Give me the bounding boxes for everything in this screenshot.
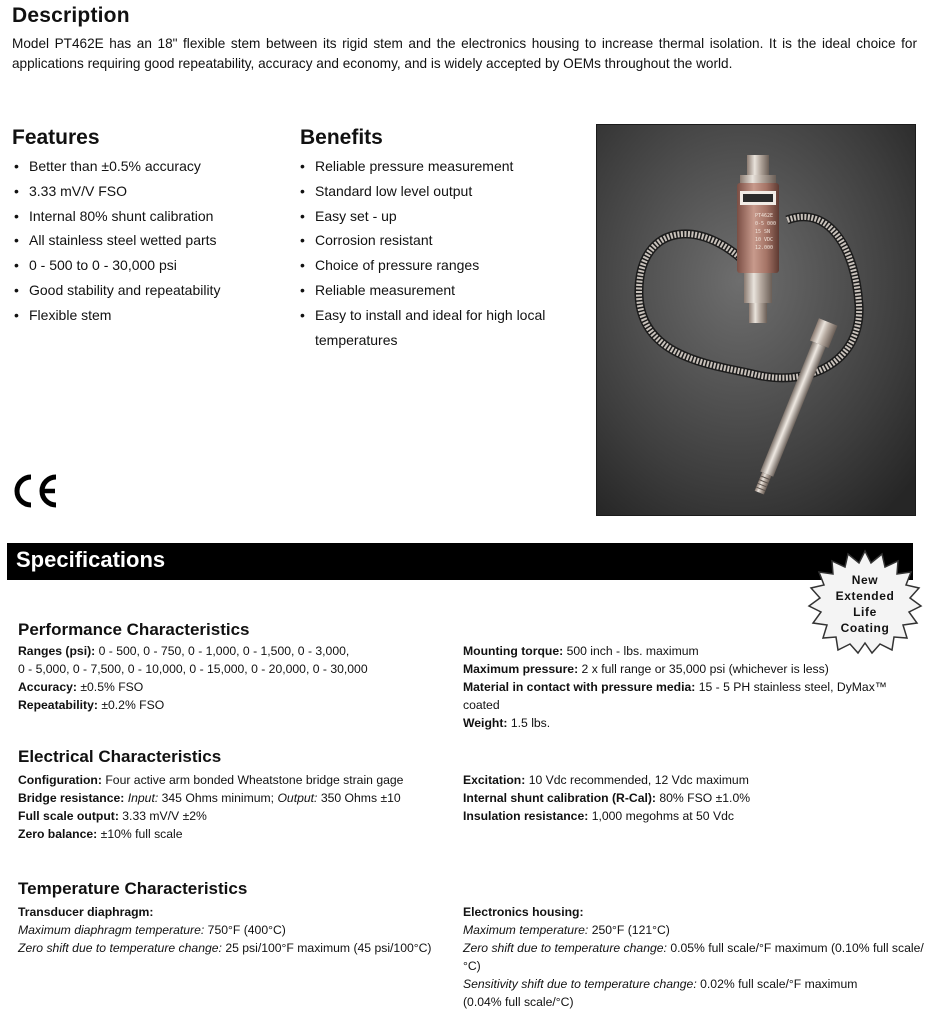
diaphragm-zero-label: Zero shift due to temperature change: bbox=[18, 941, 222, 955]
list-item: • Good stability and repeatability bbox=[12, 278, 272, 303]
accuracy-label: Accuracy: bbox=[18, 680, 77, 694]
list-item: • Corrosion resistant bbox=[298, 228, 560, 253]
bridge-output-value: 350 Ohms ±10 bbox=[320, 791, 401, 805]
housing-zero-label: Zero shift due to temperature change: bbox=[463, 941, 667, 955]
new-coating-badge bbox=[806, 549, 924, 655]
list-item: • All stainless steel wetted parts bbox=[12, 228, 272, 253]
bridge-label: Bridge resistance: bbox=[18, 791, 125, 805]
weight-value: 1.5 lbs. bbox=[510, 716, 551, 730]
specifications-title: Specifications bbox=[16, 547, 166, 572]
excitation-label: Excitation: bbox=[463, 773, 526, 787]
insulation-label: Insulation resistance: bbox=[463, 809, 589, 823]
temperature-right bbox=[463, 903, 925, 1011]
list-item: • Easy to install and ideal for high local temperatures bbox=[298, 303, 560, 353]
shunt-label: Internal shunt calibration (R-Cal): bbox=[463, 791, 656, 805]
housing-zero-value: 0.05% full scale/°F maximum (0.10% full scale/°C) bbox=[463, 941, 924, 973]
badge-line-2: Extended bbox=[835, 589, 895, 603]
fso-label: Full scale output: bbox=[18, 809, 119, 823]
housing-max-label: Maximum temperature: bbox=[463, 923, 589, 937]
ce-mark-icon bbox=[10, 472, 60, 510]
housing-sens-value: 0.02% full scale/°F maximum bbox=[700, 977, 858, 991]
list-item: • Reliable pressure measurement bbox=[298, 154, 560, 179]
accuracy-value: ±0.5% FSO bbox=[80, 680, 144, 694]
diaphragm-label: Transducer diaphragm: bbox=[18, 905, 154, 919]
material-label: Material in contact with pressure media: bbox=[463, 680, 696, 694]
svg-text:10 VDC: 10 VDC bbox=[755, 237, 774, 243]
list-item: • 0 - 500 to 0 - 30,000 psi bbox=[12, 253, 272, 278]
description-heading: Description bbox=[12, 4, 130, 27]
electrical-heading: Electrical Characteristics bbox=[18, 747, 222, 766]
ranges-value: 0 - 500, 0 - 750, 0 - 1,000, 0 - 1,500, 0 - 3,000, bbox=[98, 644, 350, 658]
zero-balance-label: Zero balance: bbox=[18, 827, 98, 841]
list-item: • Reliable measurement bbox=[298, 278, 560, 303]
material-value: 15 - 5 PH stainless steel, DyMax™ coated bbox=[463, 680, 887, 712]
torque-value: 500 inch - lbs. maximum bbox=[566, 644, 699, 658]
list-item: • Internal 80% shunt calibration bbox=[12, 204, 272, 229]
repeatability-label: Repeatability: bbox=[18, 698, 98, 712]
list-item: • Choice of pressure ranges bbox=[298, 253, 560, 278]
diaphragm-max-value: 750°F (400°C) bbox=[207, 923, 286, 937]
starburst-icon bbox=[806, 549, 924, 655]
max-pressure-label: Maximum pressure: bbox=[463, 662, 579, 676]
list-item: • Standard low level output bbox=[298, 179, 560, 204]
shunt-value: 80% FSO ±1.0% bbox=[659, 791, 751, 805]
config-value: Four active arm bonded Wheatstone bridge strain gage bbox=[105, 773, 404, 787]
electrical-left bbox=[18, 771, 448, 843]
excitation-value: 10 Vdc recommended, 12 Vdc maximum bbox=[528, 773, 749, 787]
list-item: • 3.33 mV/V FSO bbox=[12, 179, 272, 204]
features-heading: Features bbox=[12, 126, 100, 149]
housing-sens-label: Sensitivity shift due to temperature change: bbox=[463, 977, 697, 991]
performance-right bbox=[463, 642, 923, 732]
svg-text:0-5 000: 0-5 000 bbox=[755, 221, 777, 227]
ranges-value-cont: 0 - 5,000, 0 - 7,500, 0 - 10,000, 0 - 15,000, 0 - 20,000, 0 - 30,000 bbox=[18, 662, 368, 676]
features-list bbox=[12, 154, 272, 328]
zero-balance-value: ±10% full scale bbox=[100, 827, 183, 841]
housing-sens-value-cont: (0.04% full scale/°C) bbox=[463, 995, 574, 1009]
benefits-heading: Benefits bbox=[300, 126, 383, 149]
benefits-list bbox=[298, 154, 560, 352]
pressure-transducer-image bbox=[597, 125, 915, 515]
list-item: • Better than ±0.5% accuracy bbox=[12, 154, 272, 179]
repeatability-value: ±0.2% FSO bbox=[101, 698, 165, 712]
performance-heading: Performance Characteristics bbox=[18, 620, 250, 639]
list-item: • Flexible stem bbox=[12, 303, 272, 328]
bridge-output-label: Output: bbox=[277, 791, 318, 805]
max-pressure-value: 2 x full range or 35,000 psi (whichever is less) bbox=[581, 662, 829, 676]
temperature-left bbox=[18, 903, 458, 957]
diaphragm-zero-value: 25 psi/100°F maximum (45 psi/100°C) bbox=[225, 941, 432, 955]
bridge-input-value: 345 Ohms minimum; bbox=[161, 791, 275, 805]
badge-line-4: Coating bbox=[840, 621, 890, 635]
housing-label: Electronics housing: bbox=[463, 905, 584, 919]
badge-line-3: Life bbox=[853, 605, 877, 619]
performance-left bbox=[18, 642, 448, 714]
weight-label: Weight: bbox=[463, 716, 508, 730]
svg-text:12.000: 12.000 bbox=[755, 245, 774, 251]
config-label: Configuration: bbox=[18, 773, 102, 787]
temperature-heading: Temperature Characteristics bbox=[18, 879, 248, 898]
list-item: • Easy set - up bbox=[298, 204, 560, 229]
insulation-value: 1,000 megohms at 50 Vdc bbox=[591, 809, 734, 823]
torque-label: Mounting torque: bbox=[463, 644, 564, 658]
electrical-right bbox=[463, 771, 923, 825]
svg-text:PT462E: PT462E bbox=[755, 213, 774, 219]
badge-line-1: New bbox=[851, 573, 879, 587]
svg-text:15 SN: 15 SN bbox=[755, 229, 771, 235]
ranges-label: Ranges (psi): bbox=[18, 644, 96, 658]
fso-value: 3.33 mV/V ±2% bbox=[122, 809, 207, 823]
bridge-input-label: Input: bbox=[127, 791, 159, 805]
housing-max-value: 250°F (121°C) bbox=[591, 923, 670, 937]
diaphragm-max-label: Maximum diaphragm temperature: bbox=[18, 923, 205, 937]
description-text: Model PT462E has an 18" flexible stem between its rigid stem and the electronics housing to increase thermal isolation. It is the ideal choice for applications requiring good repeatability, accuracy and economy, and is widely accepted by OEMs throughout the world. bbox=[12, 36, 917, 71]
product-photo bbox=[596, 124, 916, 516]
